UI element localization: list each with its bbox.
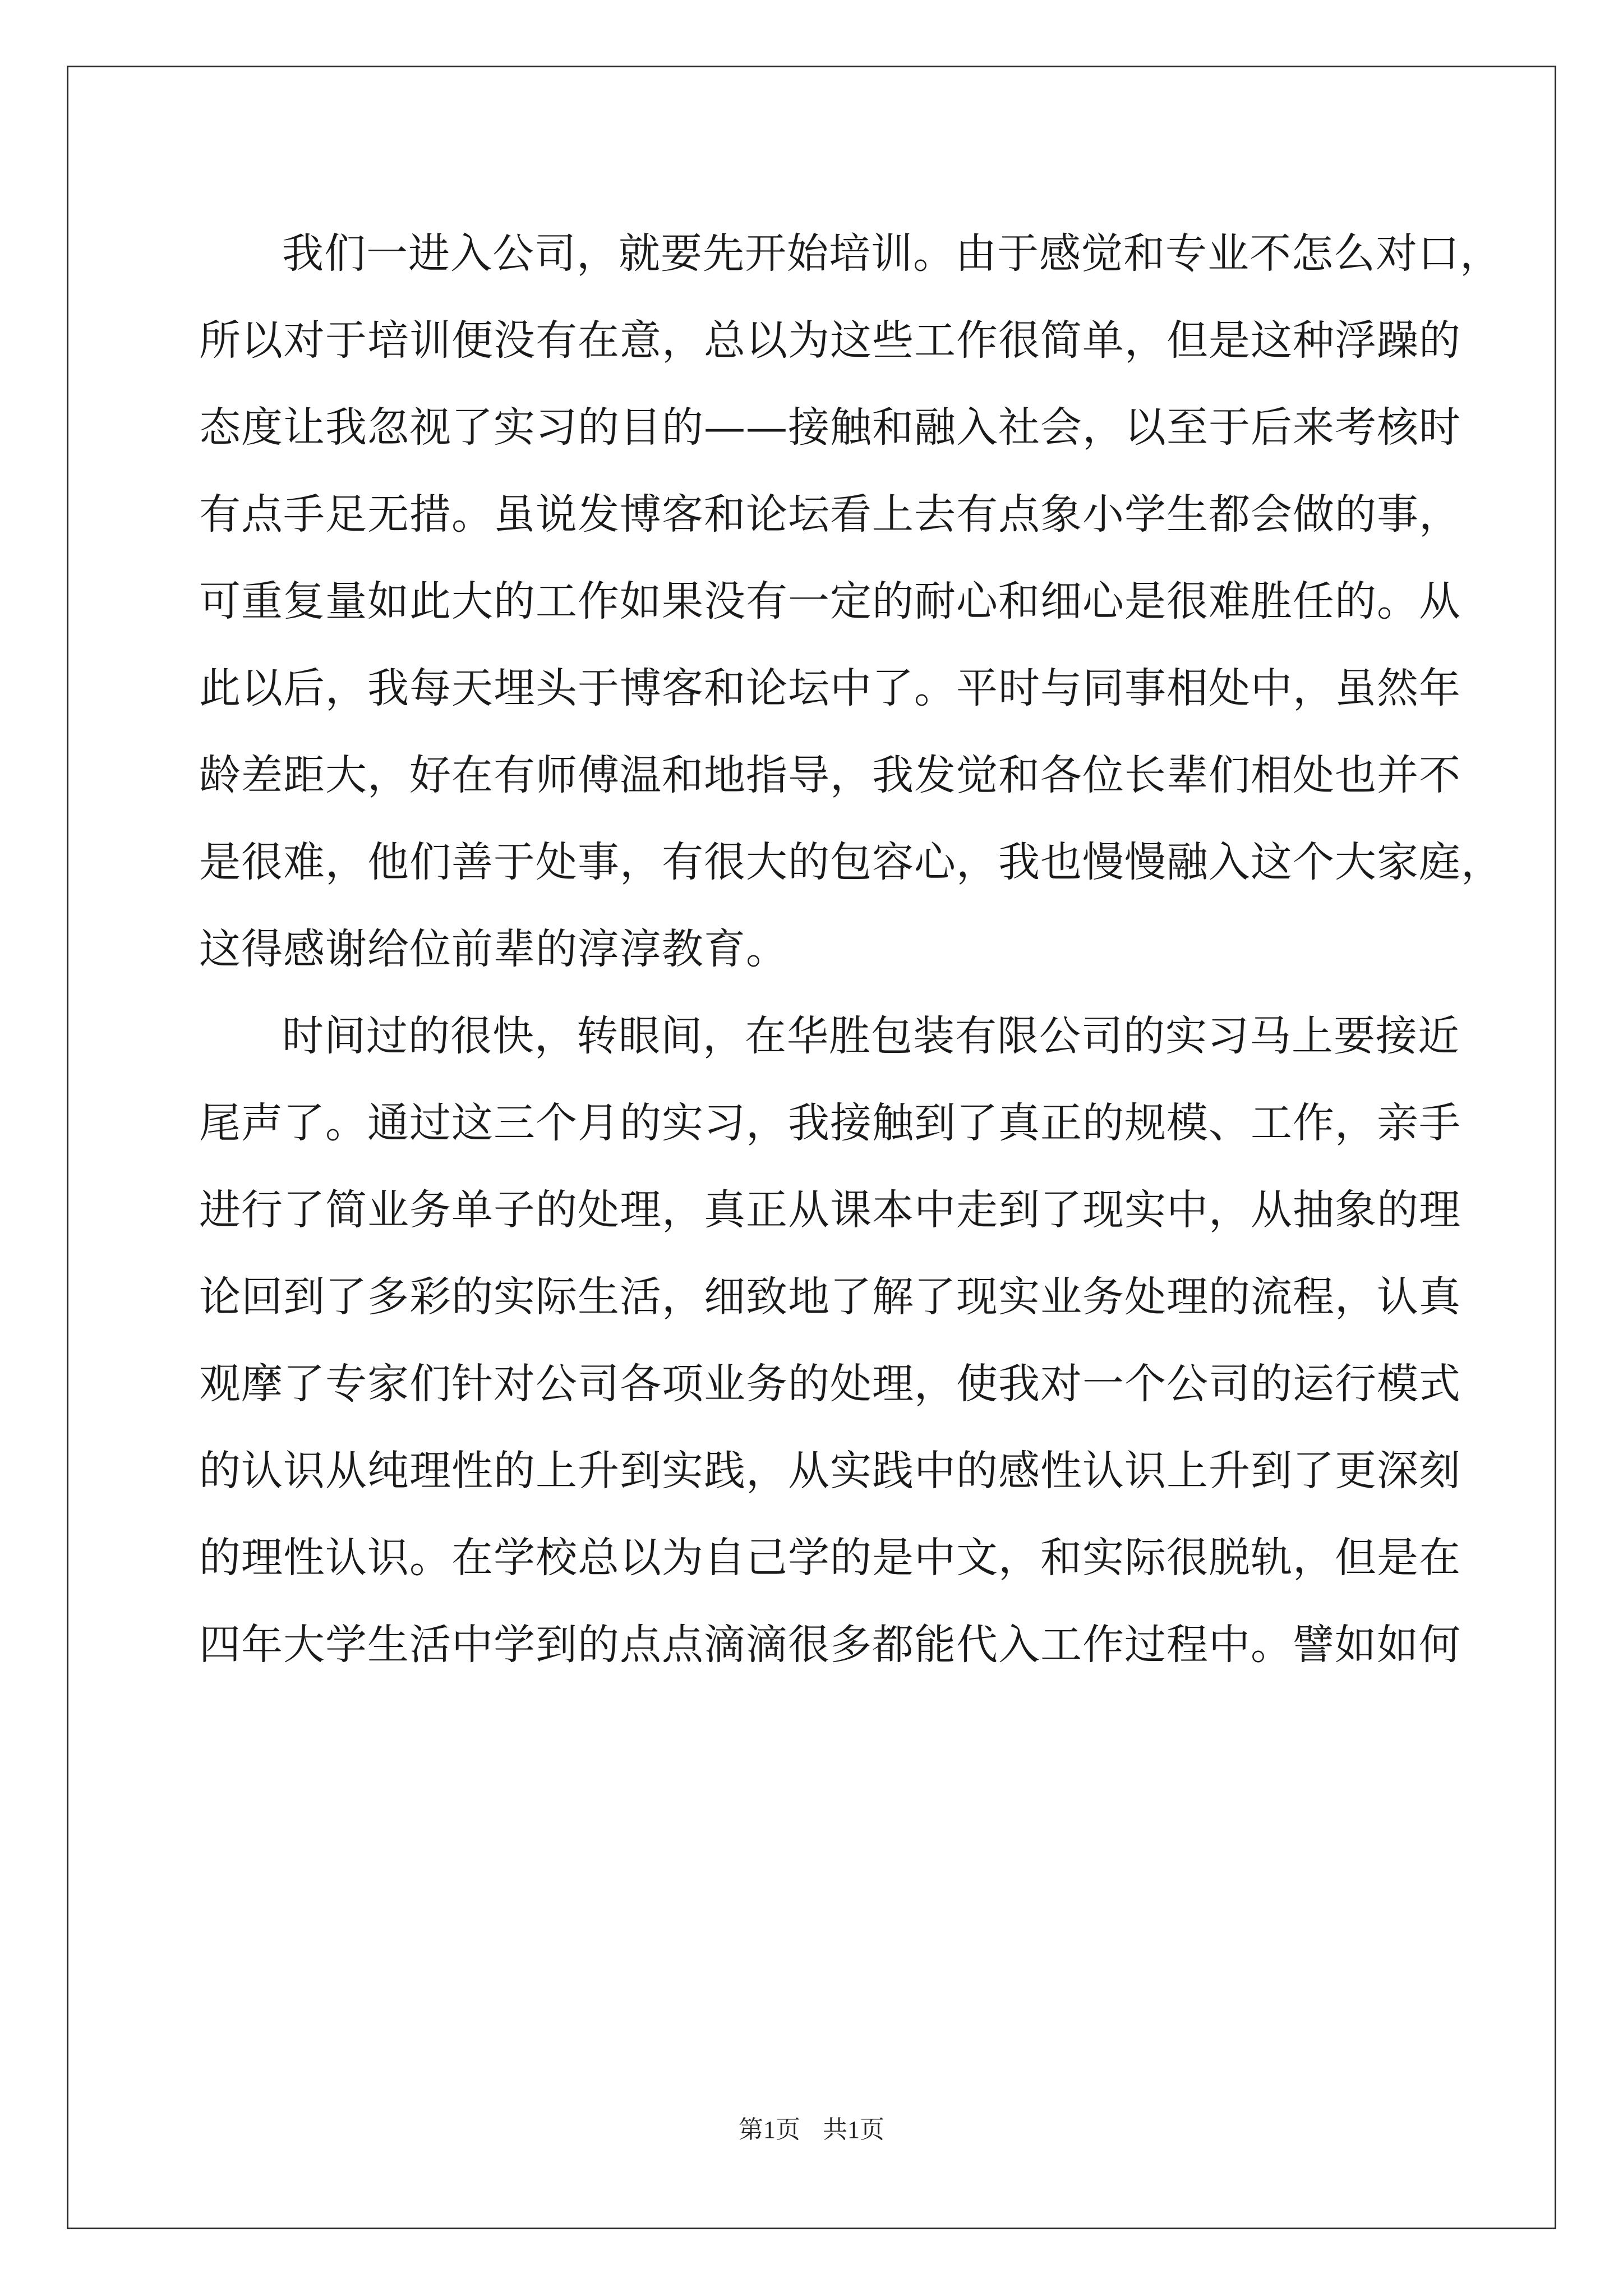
text-line: 所以对于培训便没有在意，总以为这些工作很简单，但是这种浮躁的 (199, 316, 1461, 365)
text-line: 我们一进入公司，就要先开始培训。由于感觉和专业不怎么对口， (282, 229, 1502, 278)
document-body (199, 210, 1503, 1688)
text-line: 态度让我忽视了实习的目的——接触和融入社会，以至于后来考核时 (199, 403, 1461, 452)
text-line: 观摩了专家们针对公司各项业务的处理，使我对一个公司的运行模式 (199, 1360, 1461, 1408)
text-line: 有点手足无措。虽说发博客和论坛看上去有点象小学生都会做的事， (199, 490, 1461, 539)
text-line: 尾声了。通过这三个月的实习，我接触到了真正的规模、工作，亲手 (199, 1099, 1461, 1147)
text-line: 论回到了多彩的实际生活，细致地了解了现实业务处理的流程，认真 (199, 1273, 1461, 1321)
text-line: 是很难，他们善于处事，有很大的包容心，我也慢慢融入这个大家庭， (199, 838, 1503, 886)
page-footer (0, 2109, 1623, 2145)
text-line: 的认识从纯理性的上升到实践，从实践中的感性认识上升到了更深刻 (199, 1447, 1461, 1495)
paragraph-1 (199, 210, 1503, 993)
page-total: 共1页 (823, 2116, 884, 2143)
text-line: 四年大学生活中学到的点点滴滴很多都能代入工作过程中。譬如如何 (199, 1621, 1461, 1669)
text-line: 时间过的很快，转眼间，在华胜包装有限公司的实习马上要接近 (282, 1012, 1460, 1060)
text-line: 的理性认识。在学校总以为自己学的是中文，和实际很脱轨，但是在 (199, 1534, 1461, 1582)
text-line: 龄差距大，好在有师傅温和地指导，我发觉和各位长辈们相处也并不 (199, 751, 1461, 799)
text-line: 这得感谢给位前辈的淳淳教育。 (199, 925, 788, 973)
text-line: 可重复量如此大的工作如果没有一定的耐心和细心是很难胜任的。从 (199, 577, 1461, 625)
paragraph-2 (199, 993, 1461, 1688)
text-line: 进行了简业务单子的处理，真正从课本中走到了现实中，从抽象的理 (199, 1186, 1461, 1234)
text-line: 此以后，我每天埋头于博客和论坛中了。平时与同事相处中，虽然年 (199, 664, 1461, 712)
page-number: 第1页 (739, 2116, 800, 2143)
